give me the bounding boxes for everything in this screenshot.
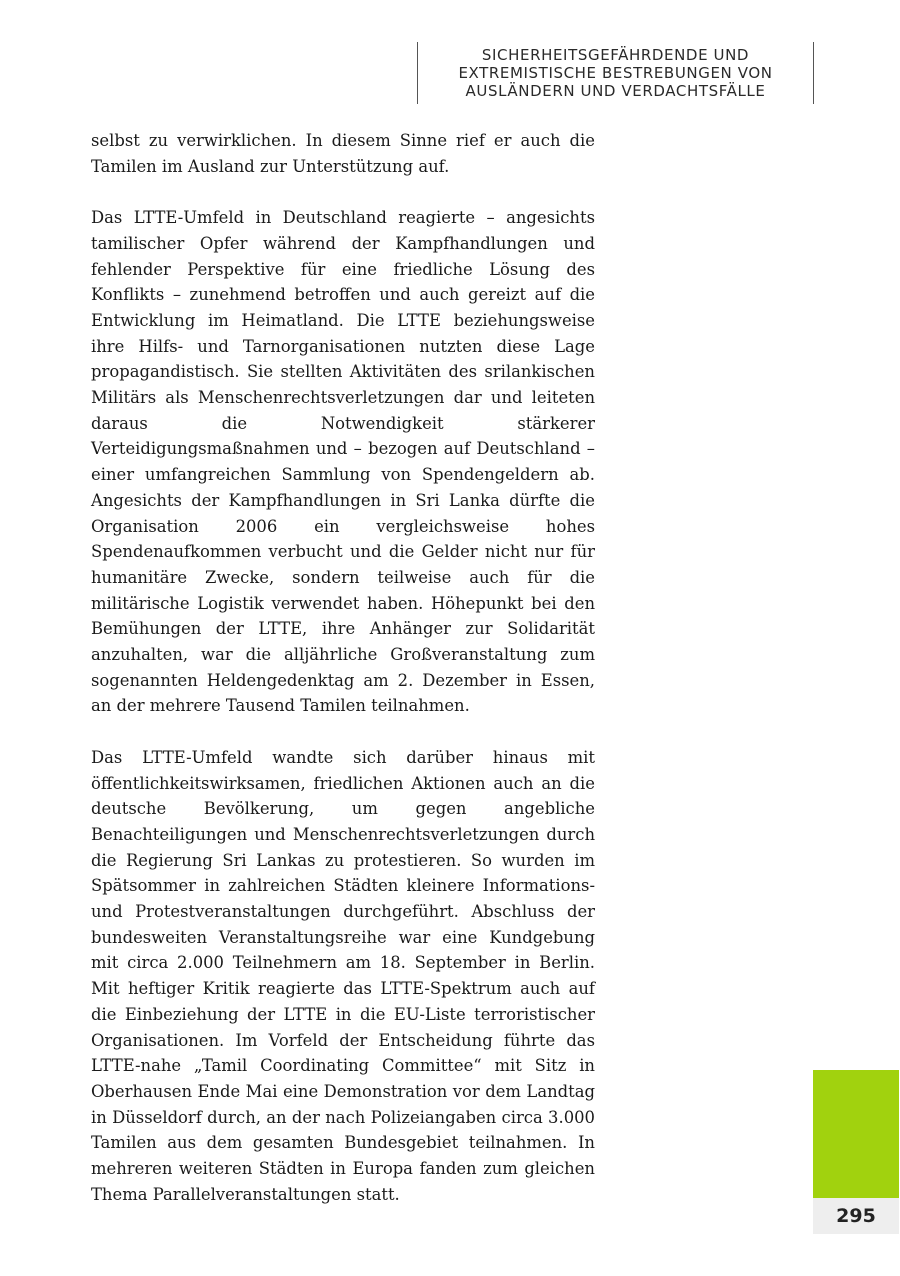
paragraph: selbst zu verwirklichen. In diesem Sinne rief er auch die Tamilen im Ausland zur Unterstützung auf. — [91, 131, 595, 176]
running-header — [417, 42, 814, 104]
paragraph: Das LTTE-Umfeld wandte sich darüber hinaus mit öffentlichkeitswirksamen, friedlichen Aktionen auch an die deutsche Bevölkerung, um gegen angebliche Benachteiligungen und Menschenrechtsverletzungen durch die Regierung Sri Lankas zu protestieren. So wurden im Spätsommer in zahlreichen Städten kleinere Informations- und Protestveranstaltungen durchgeführt. Abschluss der bundesweiten Veranstaltungsreihe war eine Kundgebung mit circa 2.000 Teilnehmern am 18. September in Berlin. Mit heftiger Kritik reagierte das LTTE-Spektrum auch auf die Einbeziehung der LTTE in die EU-Liste terroristischer Organisationen. Im Vorfeld der Entscheidung führte das LTTE-nahe „Tamil Coordinating Committee“ mit Sitz in Oberhausen Ende Mai eine Demonstration vor dem Landtag in Düsseldorf durch, an der nach Polizeiangaben circa 3.000 Tamilen aus dem gesamten Bundesgebiet teilnahmen. In mehreren weiteren Städten in Europa fanden zum gleichen Thema Parallelveranstaltungen statt. — [91, 747, 595, 1204]
running-header-line: SICHERHEITSGEFÄHRDENDE UND — [481, 46, 750, 64]
page-number-label: 295 — [836, 1205, 876, 1227]
paragraph: Das LTTE-Umfeld in Deutschland reagierte – angesichts tamilischer Opfer während der Kampfhandlungen und fehlender Perspektive für eine friedliche Lösung des Konflikts – zunehmend betroffen und auch gereizt auf die Entwicklung im Heimatland. Die LTTE beziehungsweise ihre Hilfs- und Tarnorganisationen nutzten diese Lage propagandistisch. Sie stellten Aktivitäten des srilankischen Militärs als Menschenrechtsverletzungen dar und leiteten daraus die Notwendigkeit stärkerer Verteidigungsmaßnahmen und – bezogen auf Deutschland – einer umfangreichen Sammlung von Spendengeldern ab. Angesichts der Kampfhandlungen in Sri Lanka dürfte die Organisation 2006 ein vergleichsweise hohes Spendenaufkommen verbucht und die Gelder nicht nur für humanitäre Zwecke, sondern teilweise auch für die militärische Logistik verwendet haben. Höhepunkt bei den Bemühungen der LTTE, ihre Anhänger zur Solidarität anzuhalten, war die alljährliche Großveranstaltung zum sogenannten Heldengedenktag am 2. Dezember in Essen, an der mehrere Tausend Tamilen teilnahmen. — [91, 208, 595, 716]
chapter-color-tab — [813, 1070, 899, 1198]
running-header-line: AUSLÄNDERN UND VERDACHTSFÄLLE — [465, 82, 766, 100]
running-header-line: EXTREMISTISCHE BESTREBUNGEN VON — [458, 64, 773, 82]
page-number — [813, 1198, 899, 1234]
body-text — [91, 128, 595, 1233]
